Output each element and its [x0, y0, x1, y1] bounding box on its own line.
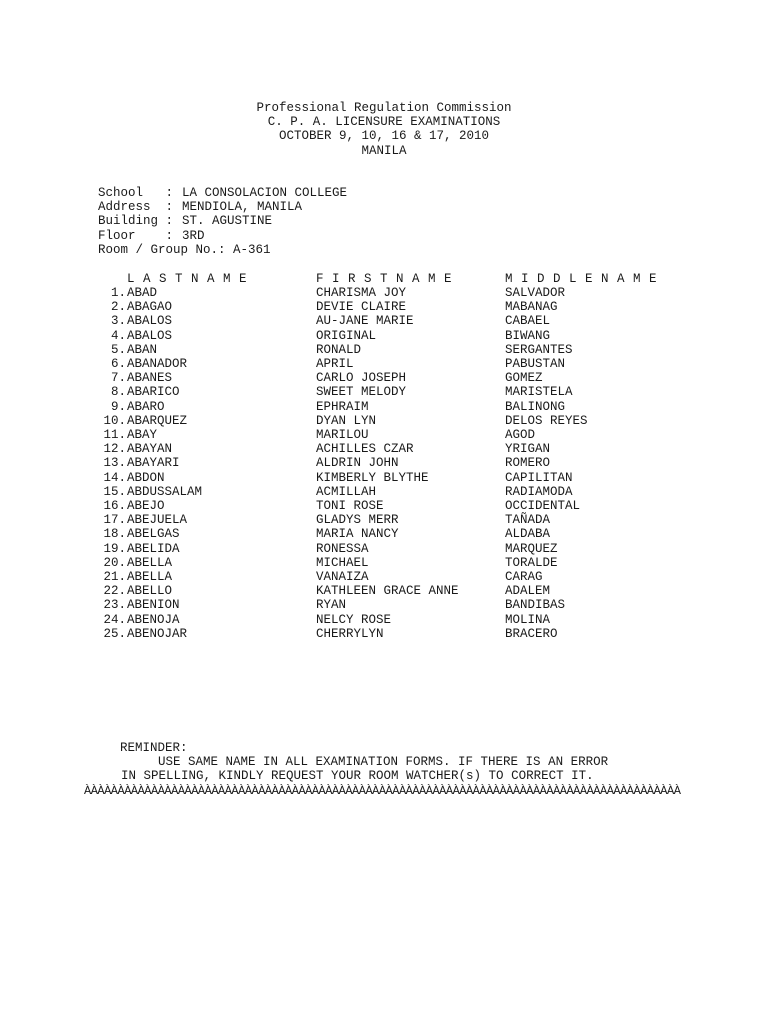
middle-name: ALDABA: [505, 527, 551, 542]
table-row: [0, 314, 768, 328]
row-number: 2.: [110, 300, 126, 315]
first-name: ACMILLAH: [316, 484, 377, 499]
last-name: ABANADOR: [127, 357, 188, 371]
table-row: [0, 570, 768, 584]
row-number: 19.: [103, 541, 126, 556]
table-row: [0, 485, 768, 499]
middle-name: ROMERO: [505, 456, 551, 471]
table-row: [0, 428, 768, 442]
first-name: MARILOU: [316, 428, 369, 442]
last-name: ABANES: [127, 371, 173, 386]
row-number: 20.: [103, 555, 126, 570]
table-row: [0, 286, 768, 300]
middle-name: PABUSTAN: [505, 357, 566, 371]
lastname-heading: L A S T N A M E: [127, 272, 248, 286]
last-name: ABENOJAR: [127, 626, 188, 641]
first-name: RYAN: [316, 598, 347, 613]
last-name: ABAYARI: [127, 456, 180, 471]
first-name: APRIL: [316, 357, 354, 371]
first-name: VANAIZA: [316, 570, 369, 584]
middle-name: TORALDE: [505, 555, 558, 570]
row-number: 18.: [103, 527, 126, 542]
middle-name: BIWANG: [505, 328, 551, 343]
row-number: 11.: [103, 428, 126, 442]
building-label: Building :: [98, 214, 174, 228]
first-name: CARLO JOSEPH: [316, 371, 407, 386]
last-name: ABDUSSALAM: [127, 484, 203, 499]
last-name: ABAN: [127, 342, 158, 357]
last-name: ABDON: [127, 470, 165, 485]
row-number: 25.: [103, 626, 126, 641]
first-name: CHERRYLYN: [316, 626, 384, 641]
middle-name: YRIGAN: [505, 442, 551, 457]
last-name: ABELLA: [127, 570, 173, 584]
middle-name: CAPILITAN: [505, 470, 573, 485]
last-name: ABAY: [127, 428, 158, 442]
table-row: [0, 527, 768, 541]
first-name: MARIA NANCY: [316, 527, 399, 542]
first-name: SWEET MELODY: [316, 385, 407, 400]
table-row: [0, 414, 768, 428]
row-number: 16.: [103, 499, 126, 513]
room-label: Room / Group No.:: [98, 243, 226, 257]
table-row: [0, 613, 768, 627]
middle-name: MARISTELA: [505, 385, 573, 400]
first-name: ACHILLES CZAR: [316, 442, 414, 457]
middle-name: MOLINA: [505, 612, 551, 627]
row-number: 15.: [103, 484, 126, 499]
table-row: [0, 456, 768, 470]
row-number: 1.: [110, 286, 126, 300]
first-name: ORIGINAL: [316, 328, 377, 343]
first-name: DEVIE CLAIRE: [316, 300, 407, 315]
middle-name: GOMEZ: [505, 371, 543, 386]
table-row: [0, 471, 768, 485]
reminder-line-2: IN SPELLING, KINDLY REQUEST YOUR ROOM WATCHER(s) TO CORRECT IT.: [121, 769, 594, 783]
table-row: [0, 300, 768, 314]
header-dates: OCTOBER 9, 10, 16 & 17, 2010: [278, 129, 490, 143]
first-name: EPHRAIM: [316, 399, 369, 414]
table-row: [0, 357, 768, 371]
last-name: ABEJUELA: [127, 513, 188, 528]
row-number: 21.: [103, 570, 126, 584]
last-name: ABEJO: [127, 499, 165, 513]
table-row: [0, 542, 768, 556]
row-number: 9.: [110, 399, 126, 414]
room-value: A-361: [233, 243, 271, 257]
table-row: [0, 556, 768, 570]
middle-name: MARQUEZ: [505, 541, 558, 556]
row-number: 13.: [103, 456, 126, 471]
building-value: ST. AGUSTINE: [182, 214, 273, 228]
header-location: MANILA: [361, 144, 407, 158]
last-name: ABELGAS: [127, 527, 180, 542]
first-name: MICHAEL: [316, 555, 369, 570]
middle-name: AGOD: [505, 428, 536, 442]
middle-name: SALVADOR: [505, 286, 566, 300]
middle-name: OCCIDENTAL: [505, 499, 581, 513]
first-name: RONESSA: [316, 541, 369, 556]
first-name: CHARISMA JOY: [316, 286, 407, 300]
header-exam-title: C. P. A. LICENSURE EXAMINATIONS: [267, 115, 501, 129]
first-name: AU-JANE MARIE: [316, 314, 414, 329]
table-row: [0, 400, 768, 414]
last-name: ABARICO: [127, 385, 180, 400]
middle-name: BALINONG: [505, 399, 566, 414]
row-number: 4.: [110, 328, 126, 343]
first-name: TONI ROSE: [316, 499, 384, 513]
last-name: ABELLO: [127, 584, 173, 599]
row-number: 12.: [103, 442, 126, 457]
row-number: 7.: [110, 371, 126, 386]
last-name: ABAGAO: [127, 300, 173, 315]
middle-name: SERGANTES: [505, 342, 573, 357]
row-number: 5.: [110, 342, 126, 357]
row-number: 22.: [103, 584, 126, 599]
address-label: Address :: [98, 200, 174, 214]
header-commission: Professional Regulation Commission: [256, 101, 512, 115]
row-number: 6.: [110, 357, 126, 371]
last-name: ABALOS: [127, 328, 173, 343]
last-name: ABENION: [127, 598, 180, 613]
row-number: 23.: [103, 598, 126, 613]
middle-name: BRACERO: [505, 626, 558, 641]
first-name: NELCY ROSE: [316, 612, 392, 627]
floor-value: 3RD: [182, 229, 205, 243]
last-name: ABELIDA: [127, 541, 180, 556]
first-name: KATHLEEN GRACE ANNE: [316, 584, 459, 599]
middle-name: BANDIBAS: [505, 598, 566, 613]
last-name: ABALOS: [127, 314, 173, 329]
table-row: [0, 499, 768, 513]
middle-name: RADIAMODA: [505, 484, 573, 499]
reminder-divider: ÀÀÀÀÀÀÀÀÀÀÀÀÀÀÀÀÀÀÀÀÀÀÀÀÀÀÀÀÀÀÀÀÀÀÀÀÀÀÀÀÀÀÀÀÀÀÀÀÀÀÀÀÀÀÀÀÀÀÀÀÀÀÀÀÀÀÀÀÀÀÀÀÀÀÀÀÀÀÀÀÀÀÀÀÀÀÀÀÀ: [84, 784, 681, 798]
row-number: 14.: [103, 470, 126, 485]
table-row: [0, 343, 768, 357]
school-label: School :: [98, 186, 174, 200]
last-name: ABELLA: [127, 555, 173, 570]
last-name: ABARO: [127, 399, 165, 414]
row-number: 17.: [103, 513, 126, 528]
row-number: 8.: [110, 385, 126, 400]
middlename-heading: M I D D L E N A M E: [505, 272, 658, 286]
table-row: [0, 329, 768, 343]
first-name: KIMBERLY BLYTHE: [316, 470, 429, 485]
last-name: ABENOJA: [127, 612, 180, 627]
row-number: 10.: [103, 413, 126, 428]
first-name: DYAN LYN: [316, 413, 377, 428]
table-row: [0, 371, 768, 385]
last-name: ABARQUEZ: [127, 413, 188, 428]
floor-label: Floor :: [98, 229, 174, 243]
last-name: ABAD: [127, 286, 158, 300]
reminder-title: REMINDER:: [120, 741, 188, 755]
first-name: RONALD: [316, 342, 362, 357]
middle-name: DELOS REYES: [505, 413, 588, 428]
middle-name: MABANAG: [505, 300, 558, 315]
table-row: [0, 598, 768, 612]
middle-name: CARAG: [505, 570, 543, 584]
first-name: ALDRIN JOHN: [316, 456, 399, 471]
middle-name: TAÑADA: [505, 513, 551, 528]
reminder-line-1: USE SAME NAME IN ALL EXAMINATION FORMS. IF THERE IS AN ERROR: [158, 755, 609, 769]
table-row: [0, 627, 768, 641]
row-number: 3.: [110, 314, 126, 329]
table-row: [0, 513, 768, 527]
last-name: ABAYAN: [127, 442, 173, 457]
first-name: GLADYS MERR: [316, 513, 399, 528]
middle-name: CABAEL: [505, 314, 551, 329]
table-row: [0, 385, 768, 399]
middle-name: ADALEM: [505, 584, 551, 599]
address-value: MENDIOLA, MANILA: [182, 200, 303, 214]
row-number: 24.: [103, 612, 126, 627]
table-row: [0, 584, 768, 598]
table-row: [0, 442, 768, 456]
firstname-heading: F I R S T N A M E: [316, 272, 453, 286]
school-value: LA CONSOLACION COLLEGE: [182, 186, 348, 200]
